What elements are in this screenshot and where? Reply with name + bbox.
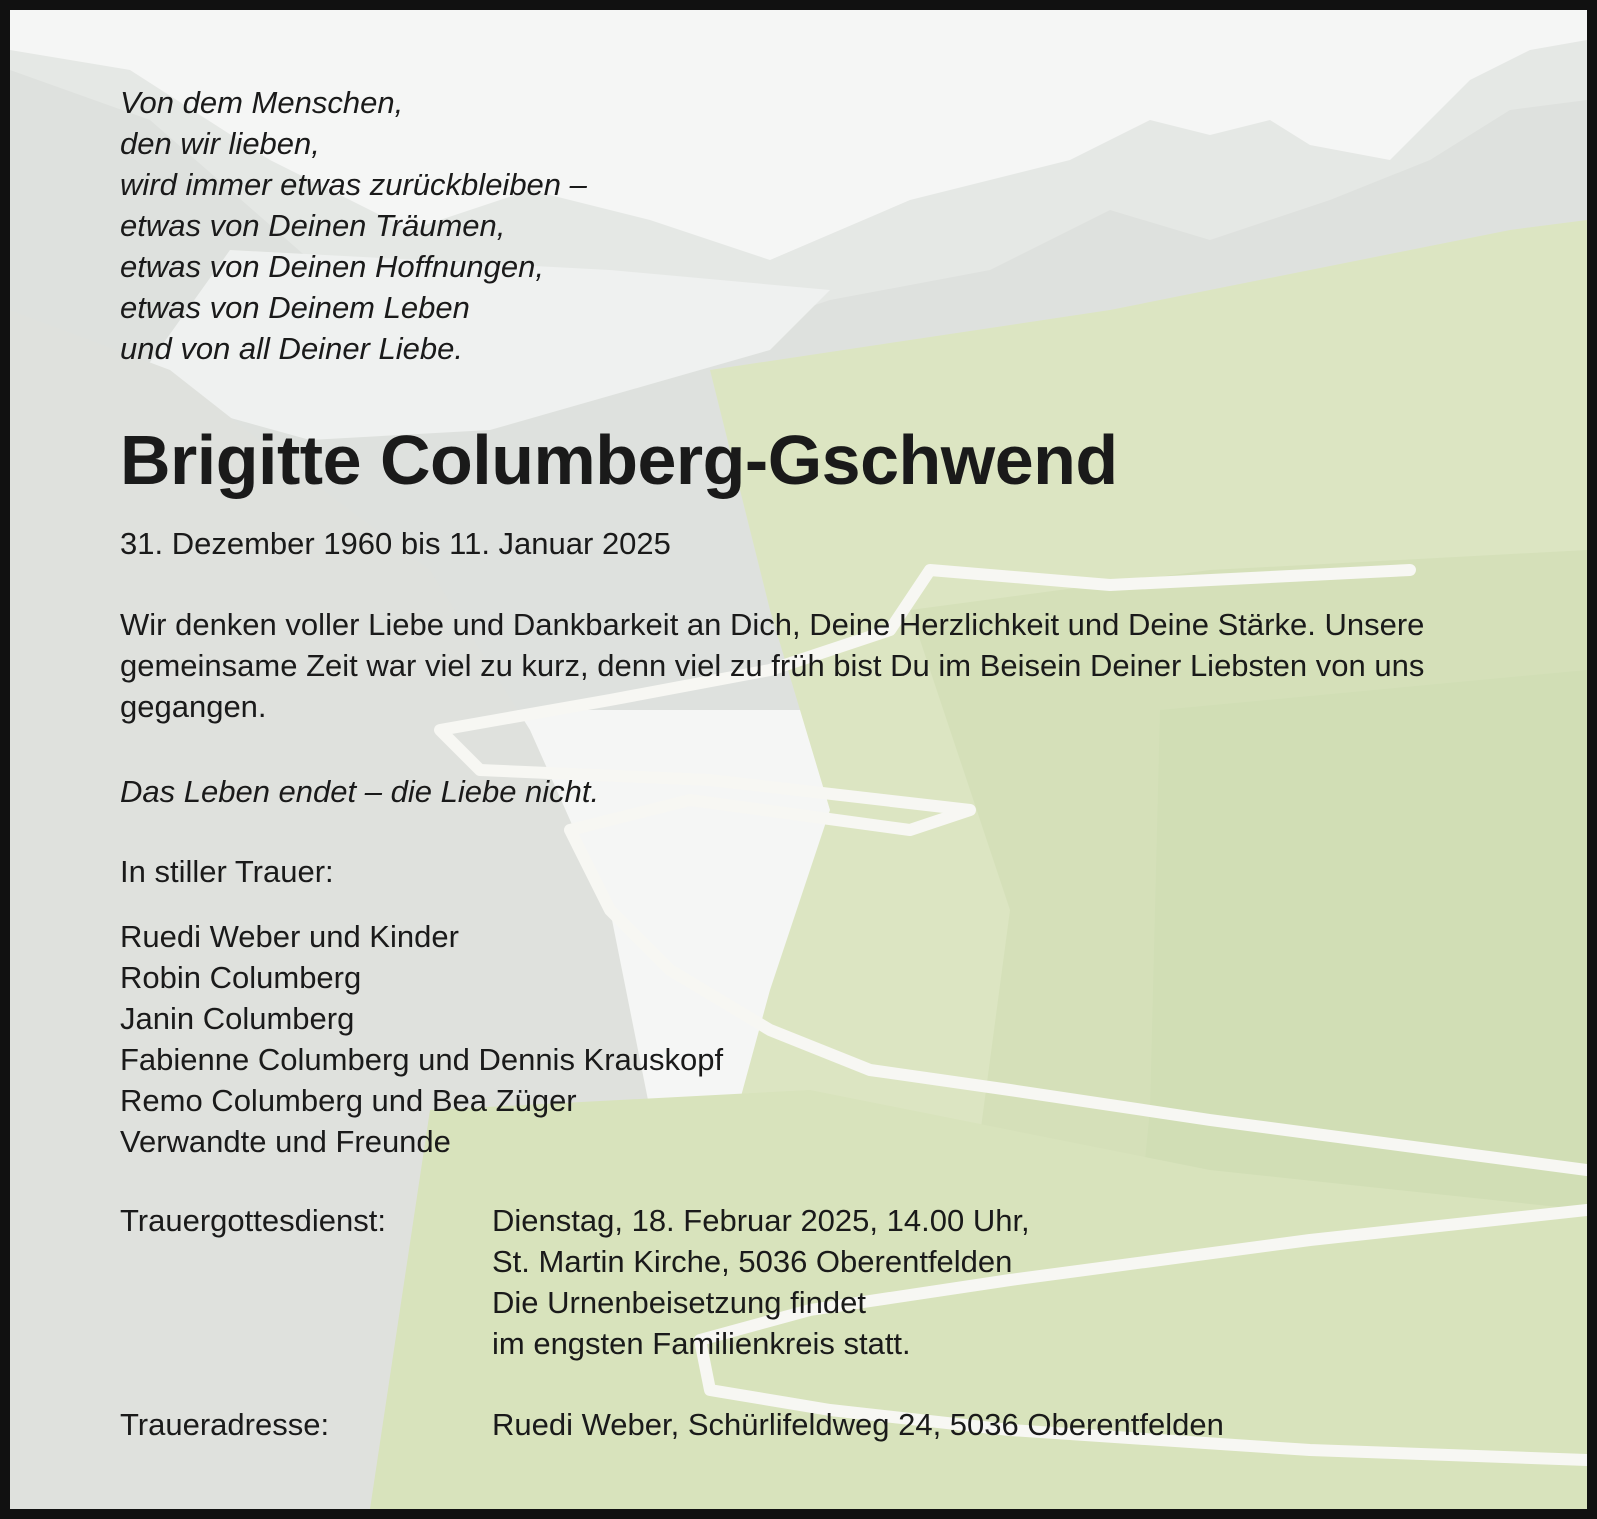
poem-line: etwas von Deinen Hoffnungen,: [120, 249, 544, 284]
deceased-name: Brigitte Columberg-Gschwend: [120, 421, 1118, 499]
poem-line: und von all Deiner Liebe.: [120, 331, 463, 366]
memorial-poem: [120, 82, 587, 369]
mourner-entry: Verwandte und Freunde: [120, 1124, 451, 1159]
poem-line: wird immer etwas zurückbleiben –: [120, 167, 587, 202]
life-dates: 31. Dezember 1960 bis 11. Januar 2025: [120, 526, 671, 561]
mourner-entry: Remo Columberg und Bea Züger: [120, 1083, 577, 1118]
address-label: Traueradresse:: [120, 1407, 330, 1442]
service-line: Dienstag, 18. Februar 2025, 14.00 Uhr,: [492, 1203, 1030, 1238]
poem-line: etwas von Deinem Leben: [120, 290, 470, 325]
poem-line: den wir lieben,: [120, 126, 320, 161]
mourner-entry: Ruedi Weber und Kinder: [120, 919, 459, 954]
service-line: Die Urnenbeisetzung findet: [492, 1285, 866, 1320]
mourner-entry: Fabienne Columberg und Dennis Krauskopf: [120, 1042, 724, 1077]
tribute-paragraph: Wir denken voller Liebe und Dankbarkeit an Dich, Deine Herzlichkeit und Deine Stärke. Unsere gemeinsame Zeit war viel zu kurz, denn viel zu früh bist Du im Beisein Deiner Liebsten von uns gegangen.: [120, 607, 1425, 724]
mourners-list: [120, 916, 723, 1162]
motto: Das Leben endet – die Liebe nicht.: [120, 774, 600, 809]
mourner-entry: Robin Columberg: [120, 960, 362, 995]
poem-line: Von dem Menschen,: [120, 85, 404, 120]
service-details: [492, 1200, 1030, 1364]
service-line: St. Martin Kirche, 5036 Oberentfelden: [492, 1244, 1013, 1279]
service-label: Trauergottesdienst:: [120, 1203, 386, 1238]
service-line: im engsten Familienkreis statt.: [492, 1326, 911, 1361]
mourner-entry: Janin Columberg: [120, 1001, 355, 1036]
mourners-heading: In stiller Trauer:: [120, 854, 334, 889]
poem-line: etwas von Deinen Träumen,: [120, 208, 506, 243]
mourning-address: Ruedi Weber, Schürlifeldweg 24, 5036 Oberentfelden: [492, 1407, 1224, 1442]
